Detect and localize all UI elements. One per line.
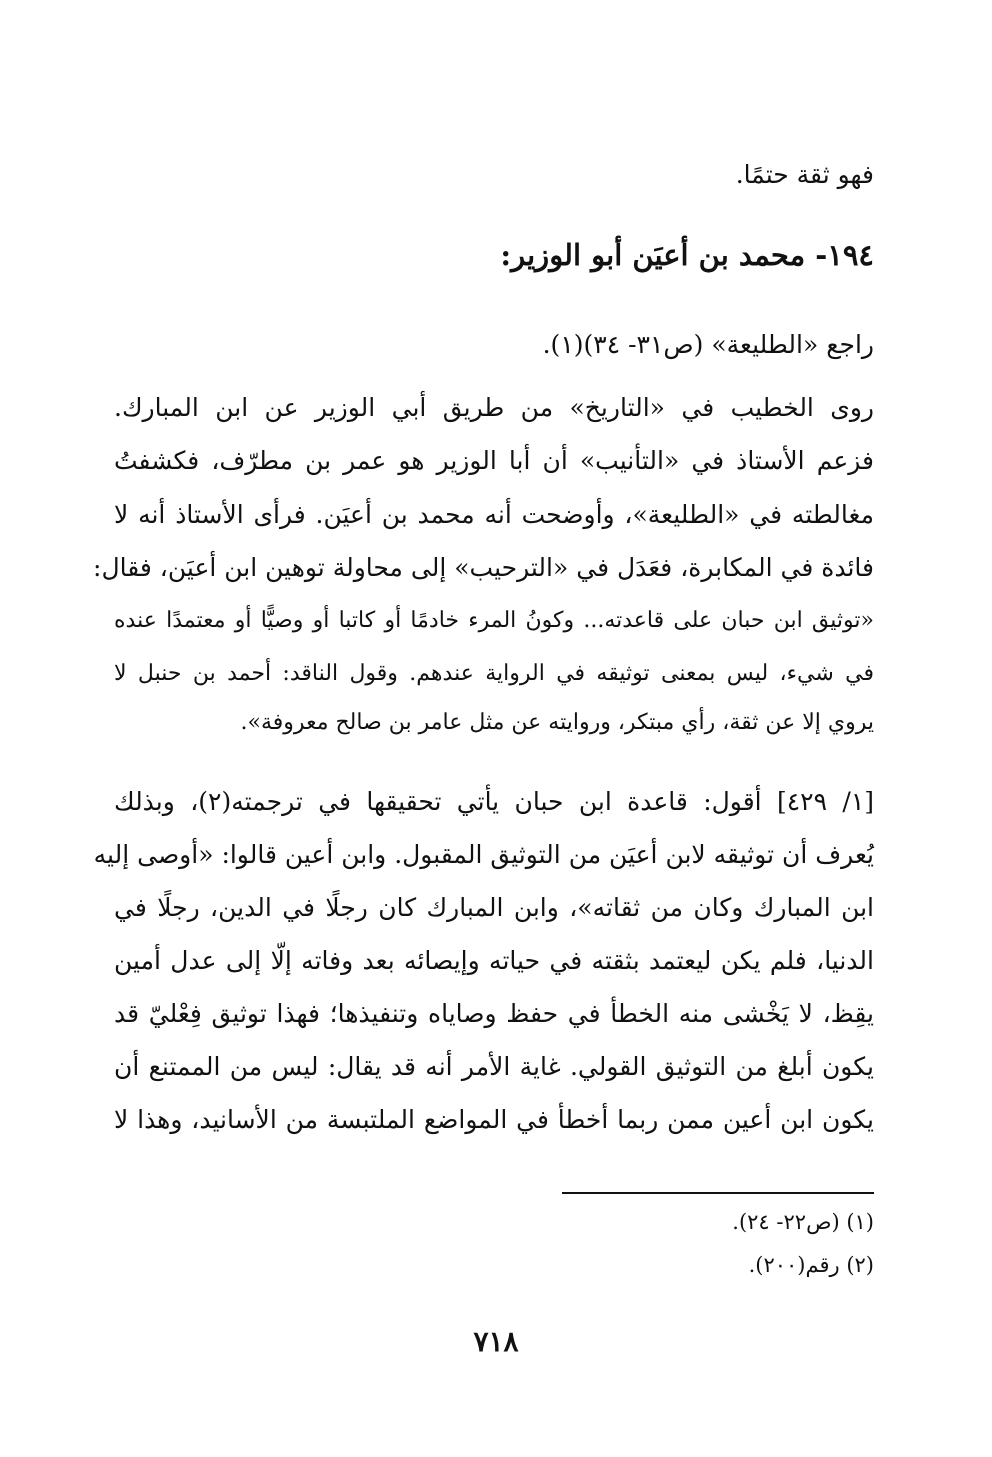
quote-line: يروي إلا عن ثقة، رأي مبتكر، وروايته عن مثل عامر بن صالح معروفة». bbox=[240, 710, 874, 735]
entry-heading: ١٩٤- محمد بن أعيَن أبو الوزير: bbox=[500, 238, 874, 272]
paragraph-2-line: يقِظ، لا يَخْشى منه الخطأ في حفظ وصاياه وتنفيذها؛ فهذا توثيق فِعْليّ قد bbox=[114, 999, 874, 1028]
reference-line: راجع «الطليعة» (ص٣١- ٣٤)(١). bbox=[542, 330, 874, 359]
paragraph-2-line: يكون ابن أعين ممن ربما أخطأ في المواضع الملتبسة من الأسانيد، وهذا لا bbox=[114, 1105, 874, 1134]
page-number: ٧١٨ bbox=[473, 1325, 519, 1358]
footnote-1: (١) (ص٢٢- ٢٤). bbox=[732, 1210, 874, 1234]
paragraph-1-line: مغالطته في «الطليعة»، وأوضحت أنه محمد بن أعيَن. فرأى الأستاذ أنه لا bbox=[114, 500, 874, 529]
footnote-2: (٢) رقم(٢٠٠). bbox=[748, 1253, 874, 1277]
paragraph-1-line: فائدة في المكابرة، فعَدَل في «الترحيب» إلى محاولة توهين ابن أعيَن، فقال: bbox=[93, 553, 874, 582]
quote-line: في شيء، ليس بمعنى توثيقه في الرواية عندهم. وقول الناقد: أحمد بن حنبل لا bbox=[114, 661, 874, 686]
paragraph-1-line: روى الخطيب في «التاريخ» من طريق أبي الوزير عن ابن المبارك. bbox=[114, 393, 874, 422]
paragraph-2-line: [١/ ٤٢٩] أقول: قاعدة ابن حبان يأتي تحقيقها في ترجمته(٢)، وبذلك bbox=[114, 787, 875, 816]
paragraph-2-line: ابن المبارك وكان من ثقاته»، وابن المبارك كان رجلًا في الدين، رجلًا في bbox=[114, 893, 874, 922]
paragraph-1-line: فزعم الأستاذ في «التأنيب» أن أبا الوزير هو عمر بن مطرّف، فكشفتُ bbox=[114, 446, 874, 475]
paragraph-2-line: الدنيا، فلم يكن ليعتمد بثقته في حياته وإيصائه بعد وفاته إلّا إلى عدل أمين bbox=[114, 946, 874, 975]
quote-line: «توثيق ابن حبان على قاعدته... وكونُ المرء خادمًا أو كاتبا أو وصيًّا أو معتمدًا عنده bbox=[114, 608, 874, 633]
paragraph-2-line: يُعرف أن توثيقه لابن أعيَن من التوثيق المقبول. وابن أعين قالوا: «أوصى إليه bbox=[93, 840, 874, 869]
intro-line: فهو ثقة حتمًا. bbox=[735, 160, 874, 189]
paragraph-2-line: يكون أبلغ من التوثيق القولي. غاية الأمر أنه قد يقال: ليس من الممتنع أن bbox=[114, 1052, 874, 1081]
footnote-separator bbox=[562, 1192, 874, 1194]
